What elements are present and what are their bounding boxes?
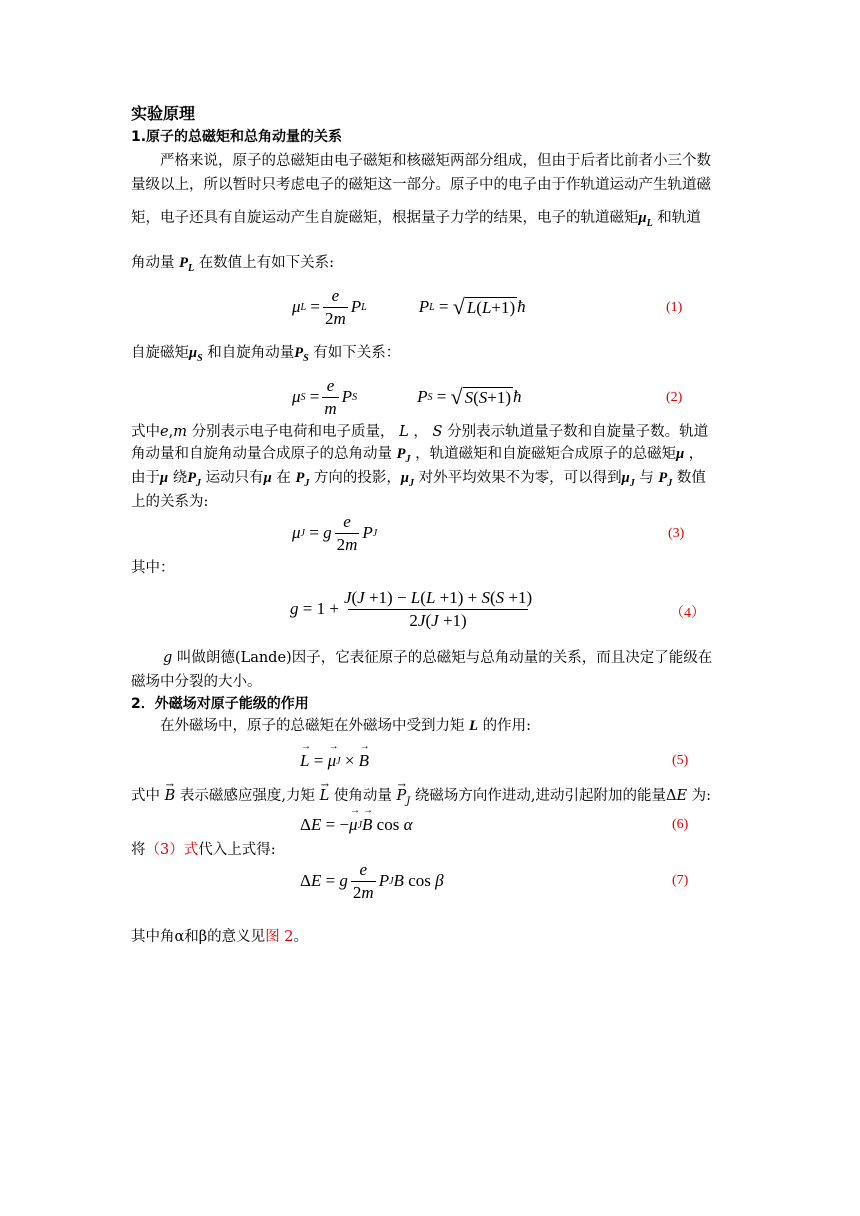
- equation-number: (5): [672, 753, 689, 768]
- figure-reference-link[interactable]: 图 2: [265, 929, 294, 945]
- equation-7: Δ E = g $\frac{e}{2m}$ P J B cos β: [300, 859, 444, 902]
- equation-reference-link[interactable]: （3）式: [145, 842, 199, 858]
- equation-1: μ L = $\frac{e}{2m}$ P L P L = √ L(L+1) ħ: [292, 285, 526, 328]
- paragraph-line: 由于μ 绕$P_J$ 运动只有μ 在 $P_J$ 方向的投影，$\mu_J$ 对外平均效果不为零，可以得到$\mu_J$ 与 $P_J$ 数值: [131, 470, 706, 489]
- equation-number: (3): [668, 526, 685, 541]
- paragraph-line: 上的关系为:: [131, 494, 209, 510]
- paragraph-line: 角动量和自旋角动量合成原子的总角动量 $P_J$ ，轨道磁矩和自旋磁矩合成原子的总磁矩μ ，: [131, 446, 704, 465]
- paragraph-line: 角动量 $P_L$ 在数值上有如下关系:: [131, 255, 335, 274]
- equation-number: （4）: [670, 606, 705, 621]
- page-title: 实验原理: [131, 104, 196, 123]
- equation-number: (7): [672, 873, 689, 888]
- paragraph-line: g 叫做朗德(Lande)因子，它表征原子的总磁矩与总角动量的关系，而且决定了能级在: [163, 650, 713, 666]
- paragraph-line: 严格来说，原子的总磁矩由电子磁矩和核磁矩两部分组成，但由于后者比前者小三个数: [160, 153, 711, 169]
- equation-2: μ S = $\frac{e}{m}$ P S P S = √ S(S+1) ħ: [292, 375, 522, 418]
- equation-number: (2): [666, 390, 683, 405]
- equation-6: Δ E = − → μ J → B cos α: [300, 800, 413, 850]
- paragraph-line: 其中：: [131, 560, 175, 576]
- paragraph-line: 磁场中分裂的大小。: [131, 674, 262, 690]
- equation-5: → L = → μ J × → B: [300, 736, 369, 786]
- paragraph-line: 式中e,m 分别表示电子电荷和电子质量， L ， S 分别表示轨道量子数和自旋量子数。轨道: [131, 424, 709, 440]
- equation-4: g = 1 + $\frac{J(J +1) - L(L +1) + S(S +1)}{2J(J +1)}$: [290, 587, 533, 630]
- paragraph-line: 在外磁场中，原子的总磁矩在外磁场中受到力矩 L 的作用:: [160, 718, 531, 734]
- section-2-heading: 2．外磁场对原子能级的作用: [131, 696, 309, 712]
- paragraph-line: 式中 → B 表示磁感应强度,力矩 → L 使角动量 → $P_J$ 绕磁场方向作进动,进动引起附加的能量ΔE 为:: [131, 786, 711, 812]
- paragraph-line: 将（3）式代入上式得:: [131, 842, 276, 858]
- section-1-heading: 1.原子的总磁矩和总角动量的关系: [131, 129, 343, 145]
- equation-number: (1): [666, 300, 683, 315]
- paragraph-line: 矩，电子还具有自旋运动产生自旋磁矩，根据量子力学的结果，电子的轨道磁矩$\mu_L$ 和轨道: [131, 210, 701, 229]
- equation-number: (6): [672, 817, 689, 832]
- paragraph-line: 其中角α和β的意义见图 2。: [131, 929, 309, 945]
- paragraph-line: 量级以上，所以暂时只考虑电子的磁矩这一部分。原子中的电子由于作轨道运动产生轨道磁: [131, 177, 711, 193]
- paragraph-line: 自旋磁矩$\mu_S$ 和自旋角动量$P_S$ 有如下关系：: [131, 345, 401, 364]
- equation-3: μ J = g $\frac{e}{2m}$ P J: [292, 511, 378, 554]
